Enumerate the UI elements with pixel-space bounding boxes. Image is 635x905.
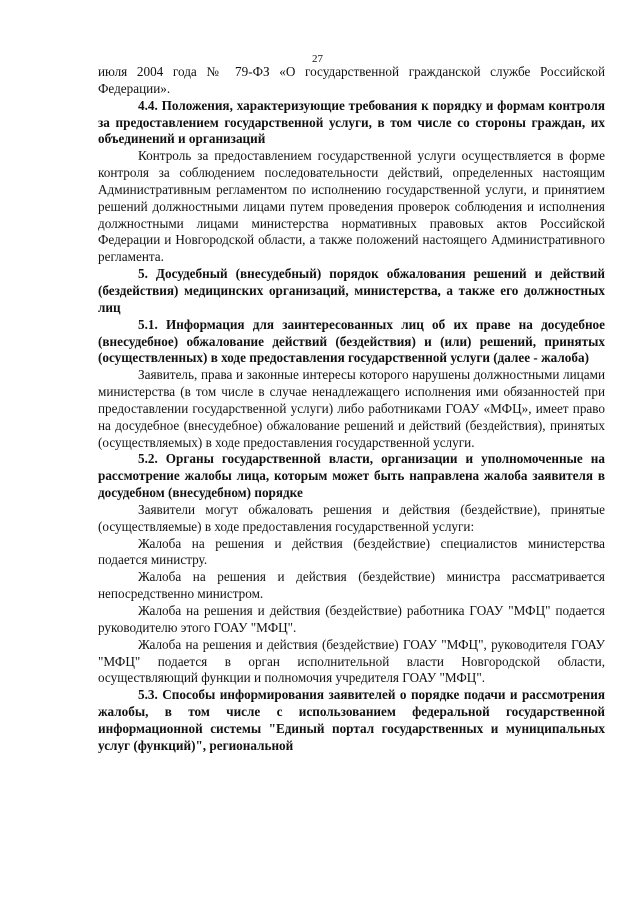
section-heading: 4.4. Положения, характеризующие требования к порядку и формам контроля за предоставлением государственной услуги, в том числе со стороны граждан, их объединений и организаций [98,97,605,147]
paragraph: Заявители могут обжаловать решения и действия (бездействие), принятые (осуществляемые) в ходе предоставления государственной услуги: [98,501,605,534]
paragraph: июля 2004 года № 79-ФЗ «О государственной гражданской службе Российской Федерации». [98,64,605,96]
document-body [98,64,605,755]
section-heading: 5.2. Органы государственной власти, организации и уполномоченные на рассмотрение жалобы лица, которым может быть направлена жалоба заявителя в досудебном (внесудебном) порядке [98,451,605,501]
paragraph: Жалоба на решения и действия (бездействие) специалистов министерства подается министру. [98,535,605,568]
section-heading: 5.3. Способы информирования заявителей о порядке подачи и рассмотрения жалобы, в том числе с использованием федеральной государственной информационной системы "Единый портал государственных и муниципальных услуг (функций)", региональной [98,687,605,753]
paragraph: Жалоба на решения и действия (бездействие) министра рассматривается непосредственно министром. [98,569,605,602]
section-heading: 5. Досудебный (внесудебный) порядок обжалования решений и действий (бездействия) медицинских организаций, министерства, а также его должностных лиц [98,266,605,315]
paragraph: Жалоба на решения и действия (бездействие) работника ГОАУ "МФЦ" подается руководителю этого ГОАУ "МФЦ". [98,603,605,635]
paragraph: Заявитель, права и законные интересы которого нарушены должностными лицами министерства (в том числе в случае ненадлежащего исполнения ими обязанностей при предоставлении государственной услуги) либо работниками ГОАУ «МФЦ», имеет право на досудебное (внесудебное) обжалование решений и действий (бездействия), принятых (осуществляемых) в ходе предоставления государственной услуги. [98,367,605,450]
paragraph: Контроль за предоставлением государственной услуги осуществляется в форме контроля за соблюдением последовательности действий, определенных настоящим Административным регламентом по исполнению государственной услуги, и принятием решений должностными лицами путем проведения проверок соблюдения и исполнения должностными лицами министерства нормативных правовых актов Российской Федерации и Новгородской области, а также положений настоящего Административного регламента. [98,148,605,265]
paragraph: Жалоба на решения и действия (бездействие) ГОАУ "МФЦ", руководителя ГОАУ "МФЦ" подается в орган исполнительной власти Новгородской области, осуществляющий функции и полномочия учредителя ГОАУ "МФЦ". [98,636,605,686]
page-number: 27 [312,53,323,65]
section-heading: 5.1. Информация для заинтересованных лиц об их праве на досудебное (внесудебное) обжалование действий (бездействия) и (или) решений, принятых (осуществленных) в ходе предоставления государственной услуги (далее - жалоба) [98,316,605,366]
